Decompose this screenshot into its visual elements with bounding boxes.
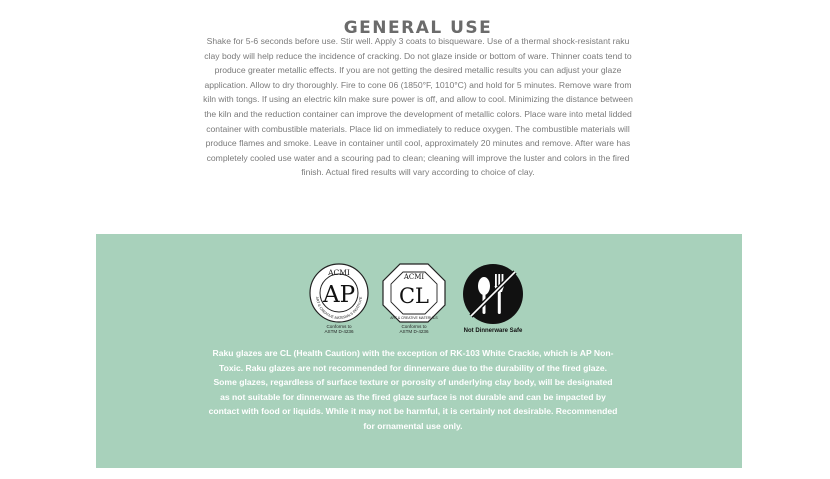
acmi-ap-seal-icon [304,262,374,324]
not-dinnerware-icon [458,262,528,326]
caution-notice-text: Raku glazes are CL (Health Caution) with the exception of RK-103 White Crackle, which is AP Non-Toxic. Raku glazes are not recommended for dinnerware due to the durability of the fired glaze. Some glazes, regardless of surface texture or porosity of underlying clay body, will be designated as not suitable for dinnerware as the fired glaze surface is not durable and can be impacted by contact with food or liquids. While it may not be harmful, it is certainly not desirable. Recommended for ornamental use only. [208,348,618,431]
cl-org-text: ACMI [403,273,425,281]
section-title: GENERAL USE [343,18,493,39]
cl-ring-text: ART & CREATIVE MATERIALS [390,316,438,320]
ap-conforms-text: Conforms to [326,324,352,329]
instructions-text: Shake for 5-6 seconds before use. Stir well. Apply 3 coats to bisqueware. Use of a thermal shock-resistant raku clay body will help reduce the incidence of cracking. Do not glaze inside or bottom of ware. Thinner coats tend to produce greater metallic effects. If you are not getting the desired metallic results you can adjust your glaze application. Allow to dry thoroughly. Fire to cone 06 (1850°F, 1010°C) and hold for 5 minutes. Remove ware from kiln with tongs. If using an electric kiln make sure power is off, and allow to cool. Minimizing the distance between the kiln and the reduction container can improve the development of metallic colors. Place ware into metal lidded container with combustible materials. Place lid on immediately to reduce oxygen. The combustible materials will produce flames and smoke. Leave in container until cool, approximately 20 minutes and remove. After ware has completely cooled use water and a scouring pad to clean; cleaning will improve the luster and colors in the fired finish. Actual fired results will vary according to choice of clay. [203,36,633,178]
acmi-ap-seal [304,262,374,338]
acmi-cl-seal-icon [381,262,447,324]
cl-conforms-text: Conforms to [401,324,427,329]
ap-ring-text: ART & CREATIVE MATERIALS INSTITUTE [314,296,364,321]
not-dinnerware-caption: Not Dinnerware Safe [463,328,523,334]
ap-org-text: ACMI [328,268,350,277]
acmi-cl-seal [381,262,447,338]
ap-standard-text: ASTM D-4236 [324,329,354,334]
cl-code-text: CL [398,284,430,308]
cl-standard-text: ASTM D-4236 [399,329,429,334]
safety-badges [304,262,534,342]
not-dinnerware-badge [458,262,528,338]
caution-panel [96,234,742,468]
ap-code-text: AP [322,282,356,308]
